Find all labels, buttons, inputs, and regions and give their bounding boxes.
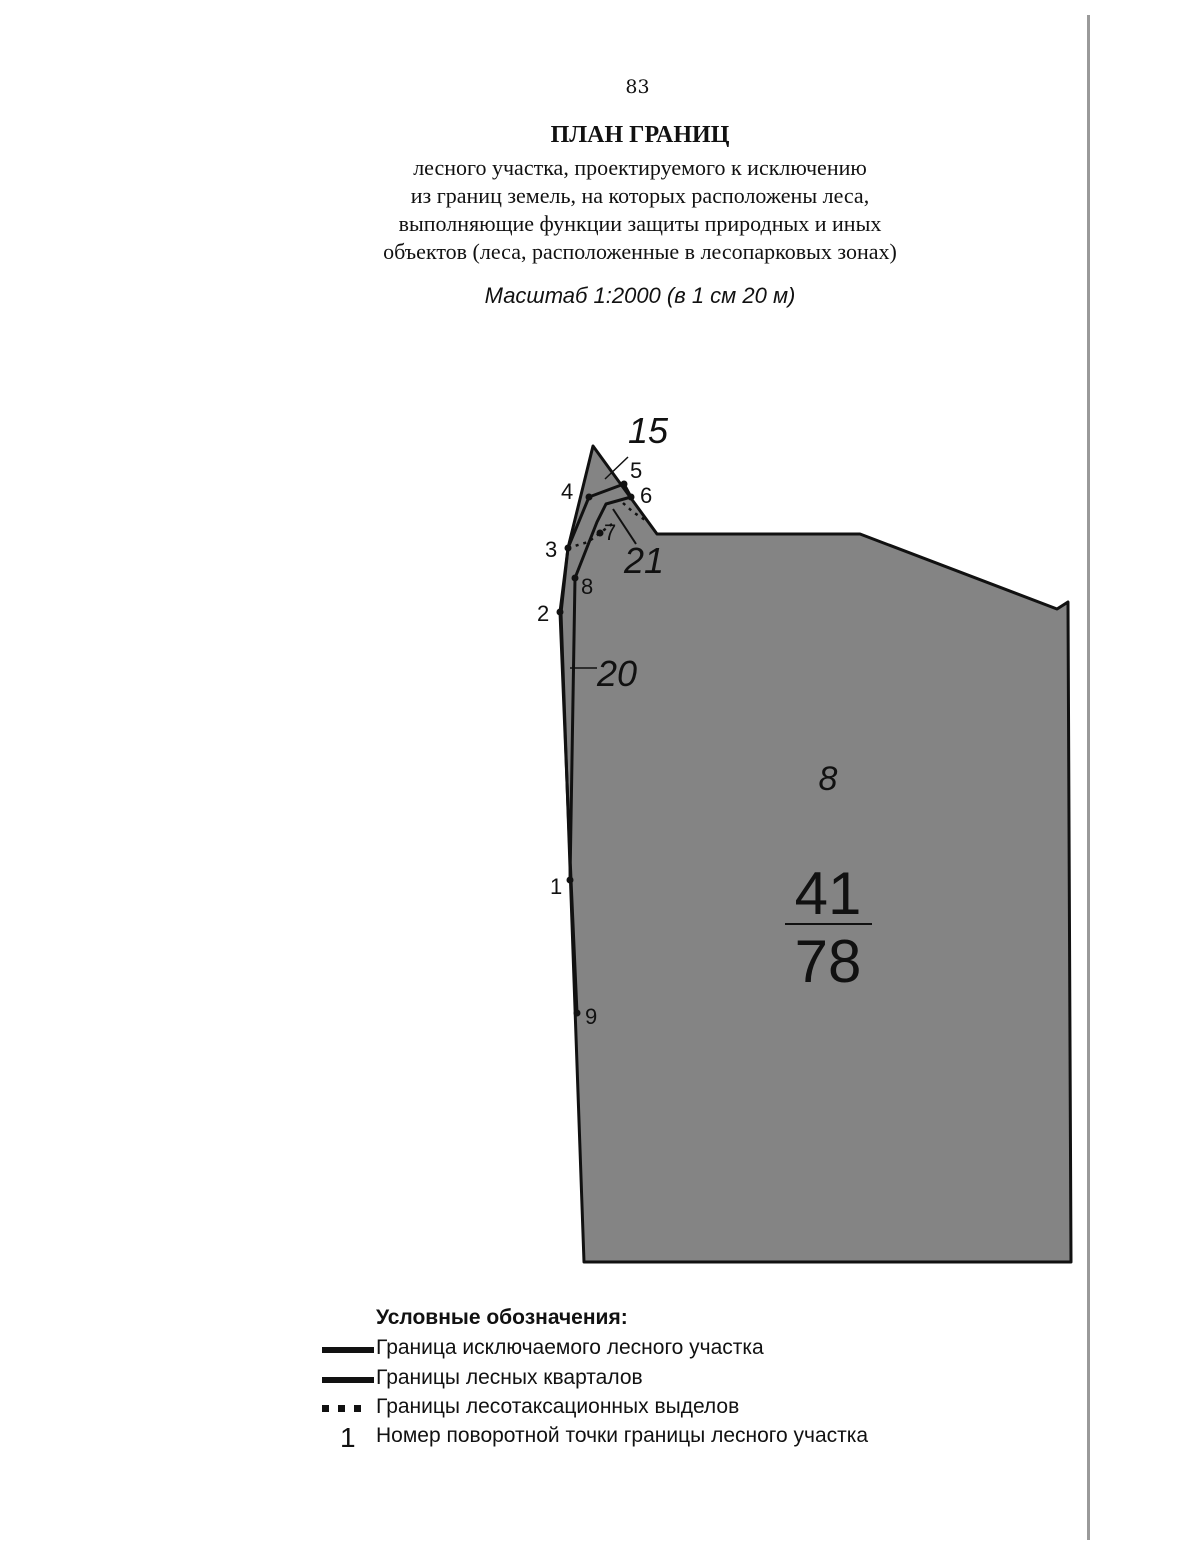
fraction-numerator: 41 [794,860,862,927]
point-label-8: 8 [581,574,594,599]
turning-point-marker [628,494,635,501]
legend-item-text: Граница исключаемого лесного участка [376,1336,764,1359]
turning-point-marker [597,530,604,537]
page-number: 83 [625,76,650,98]
legend-title: Условные обозначения: [376,1306,628,1329]
turning-point-marker [567,877,574,884]
turning-point-marker [621,481,628,488]
subtitle-line: лесного участка, проектируемого к исключению [413,155,867,180]
legend-item-text: Границы лесотаксационных выделов [376,1395,740,1418]
map-scale: Масштаб 1:2000 (в 1 см 20 м) [484,283,796,308]
point-label-9: 9 [585,1004,598,1029]
point-label-5: 5 [630,458,643,483]
subtitle-line: выполняющие функции защиты природных и иных [398,211,882,236]
turning-point-marker [557,609,564,616]
legend-item-text: Границы лесных кварталов [376,1366,643,1389]
page-title: ПЛАН ГРАНИЦ [550,122,730,148]
point-label-6: 6 [640,483,653,508]
quarter-number-20: 20 [597,653,638,694]
subtitle-line: объектов (леса, расположенные в лесопарковых зонах) [383,239,897,264]
quarter-number-21: 21 [624,540,665,581]
subtitle-line: из границ земель, на которых расположены леса, [410,183,870,208]
solid-line-symbol [320,1336,372,1364]
legend-item-text: Номер поворотной точки границы лесного участка [376,1424,869,1447]
solid-line-symbol [320,1366,372,1394]
section-number: 8 [818,760,838,798]
point-label-2: 2 [537,601,550,626]
quarter-number-15: 15 [628,410,669,451]
point-label-3: 3 [545,537,558,562]
point-label-7: 7 [604,520,617,545]
turning-point-marker [565,545,572,552]
fraction-denominator: 78 [794,928,862,995]
turning-point-marker [586,494,593,501]
turning-point-marker [574,1010,581,1017]
point-label-4: 4 [561,479,574,504]
dotted-line-symbol [320,1395,372,1423]
point-label-1: 1 [550,874,563,899]
point-number-symbol: 1 [340,1422,356,1453]
turning-point-marker [572,575,579,582]
